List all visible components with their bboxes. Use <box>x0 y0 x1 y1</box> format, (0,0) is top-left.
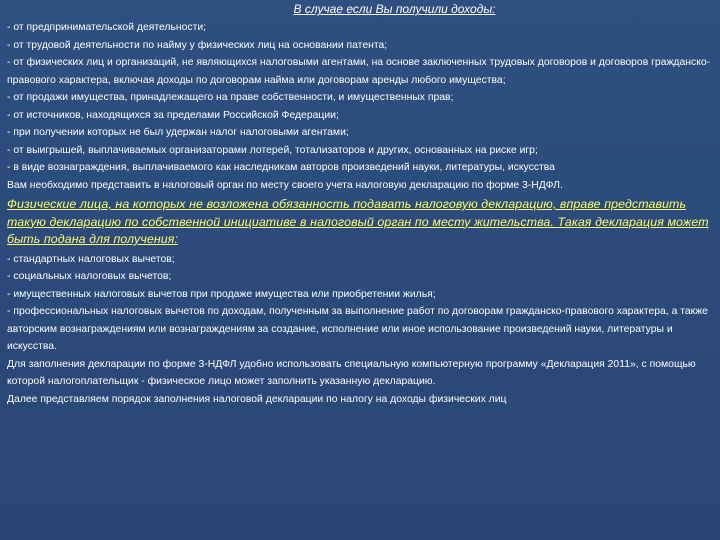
closing-text: Далее представляем порядок заполнения налоговой декларации по налогу на доходы физических лиц <box>7 393 507 405</box>
income-item: - в виде вознаграждения, выплачиваемого как наследникам авторов произведений науки, литературы, искусства <box>7 162 555 173</box>
income-item: - от трудовой деятельности по найму у физических лиц на основании патента; <box>7 39 388 51</box>
program-text: Для заполнения декларации по форме 3-НДФЛ удобно использовать специальную компьютерную программу «Декларация 2011», с помощью которой налогоплательщик - физическое лицо может заполнить указанную декларацию. <box>7 358 696 387</box>
voluntary-declaration-heading: Физические лица, на которых не возложена обязанность подавать налоговую декларацию, вправе представить такую декларацию по собственной инициативе в налоговый орган по месту жительства. Такая декларация может быть подана для получения: <box>7 197 709 246</box>
deduction-list <box>7 251 712 356</box>
income-item: - от предпринимательской деятельности; <box>7 22 207 33</box>
deduction-item: - имущественных налоговых вычетов при продаже имущества или приобретении жилья; <box>7 288 436 300</box>
income-list <box>7 19 712 177</box>
income-item: - от физических лиц и организаций, не являющихся налоговыми агентами, на основе заключенных трудовых договоров и договоров гражданско-правового характера, включая доходы по договорам найма или договорам аренды любого имущества; <box>7 57 711 86</box>
income-item: - от источников, находящихся за пределами Российской Федерации; <box>7 109 339 121</box>
deduction-item: - социальных налоговых вычетов; <box>7 271 172 282</box>
deduction-item: - профессиональных налоговых вычетов по доходам, полученным за выполнение работ по договорам гражданско-правового характера, а также авторским вознаграждениям или вознаграждениям за создание, исполнение или иное использование произведений науки, литературы и искусства. <box>7 306 708 352</box>
slide-heading: В случае если Вы получили доходы: <box>293 2 496 16</box>
deduction-item: - стандартных налоговых вычетов; <box>7 253 175 265</box>
income-item: - от выигрышей, выплачиваемых организаторами лотерей, тотализаторов и других, основанных на риске игр; <box>7 144 538 156</box>
obligation-text: Вам необходимо представить в налоговый орган по месту своего учета налоговую декларацию по форме 3-НДФЛ. <box>7 179 563 191</box>
income-item: - от продажи имущества, принадлежащего на праве собственности, и имущественных прав; <box>7 92 454 103</box>
income-item: - при получении которых не был удержан налог налоговыми агентами; <box>7 127 349 138</box>
